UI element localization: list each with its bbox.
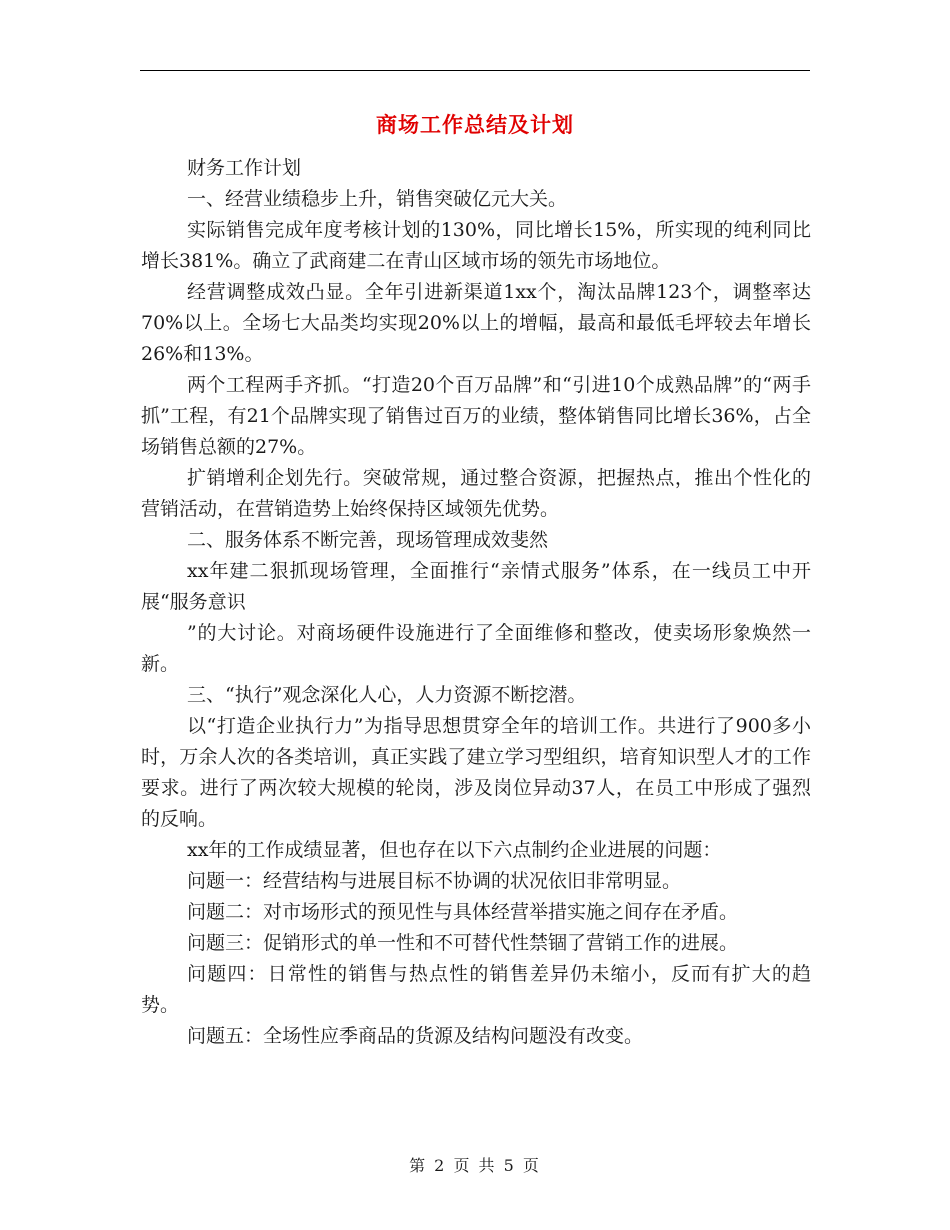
document-title: 商场工作总结及计划 [376, 112, 574, 137]
paragraph: 一、经营业绩稳步上升，销售突破亿元大关。 [187, 188, 568, 210]
page-footer: 第 2 页 共 5 页 [409, 1156, 541, 1175]
header-rule [140, 70, 810, 71]
paragraph: xx年建二狠抓现场管理，全面推行“亲情式服务”体系，在一线员工中开展“服务意识 [141, 560, 811, 613]
paragraph: xx年的工作成绩显著，但也存在以下六点制约企业进展的问题： [187, 839, 722, 861]
problem-item: 问题三：促销形式的单一性和不可替代性禁锢了营销工作的进展。 [187, 932, 739, 954]
paragraph: 经营调整成效凸显。全年引进新渠道1xx个，淘汰品牌123个，调整率达70%以上。全场七大品类均实现20%以上的增幅，最高和最低毛坪较去年增长26%和13%。 [141, 281, 811, 365]
paragraph: 扩销增利企划先行。突破常规，通过整合资源，把握热点，推出个性化的营销活动，在营销造势上始终保持区域领先优势。 [141, 467, 811, 520]
paragraph: ”的大讨论。对商场硬件设施进行了全面维修和整改，使卖场形象焕然一新。 [141, 622, 811, 675]
paragraph: 财务工作计划 [187, 157, 302, 179]
section-heading: 三、“执行”观念深化人心，人力资源不断挖潜。 [187, 684, 587, 706]
paragraph: 以“打造企业执行力”为指导思想贯穿全年的培训工作。共进行了900多小时，万余人次的各类培训，真正实践了建立学习型组织，培育知识型人才的工作要求。进行了两次较大规模的轮岗，涉及岗位异动37人，在员工中形成了强烈的反响。 [141, 715, 811, 830]
paragraph: 两个工程两手齐抓。“打造20个百万品牌”和“引进10个成熟品牌”的“两手抓”工程，有21个品牌实现了销售过百万的业绩，整体销售同比增长36%，占全场销售总额的27%。 [141, 374, 811, 458]
problem-item: 问题一：经营结构与进展目标不协调的状况依旧非常明显。 [187, 870, 682, 892]
paragraph: 实际销售完成年度考核计划的130%，同比增长15%，所实现的纯利同比增长381%。确立了武商建二在青山区域市场的领先市场地位。 [141, 219, 811, 272]
section-heading: 二、服务体系不断完善，现场管理成效斐然 [187, 529, 549, 551]
problem-item: 问题二：对市场形式的预见性与具体经营举措实施之间存在矛盾。 [187, 901, 739, 923]
problem-item: 问题五：全场性应季商品的货源及结构问题没有改变。 [187, 1025, 644, 1047]
document-body [141, 153, 811, 1052]
problem-item: 问题四：日常性的销售与热点性的销售差异仍未缩小，反而有扩大的趋势。 [141, 963, 811, 1016]
